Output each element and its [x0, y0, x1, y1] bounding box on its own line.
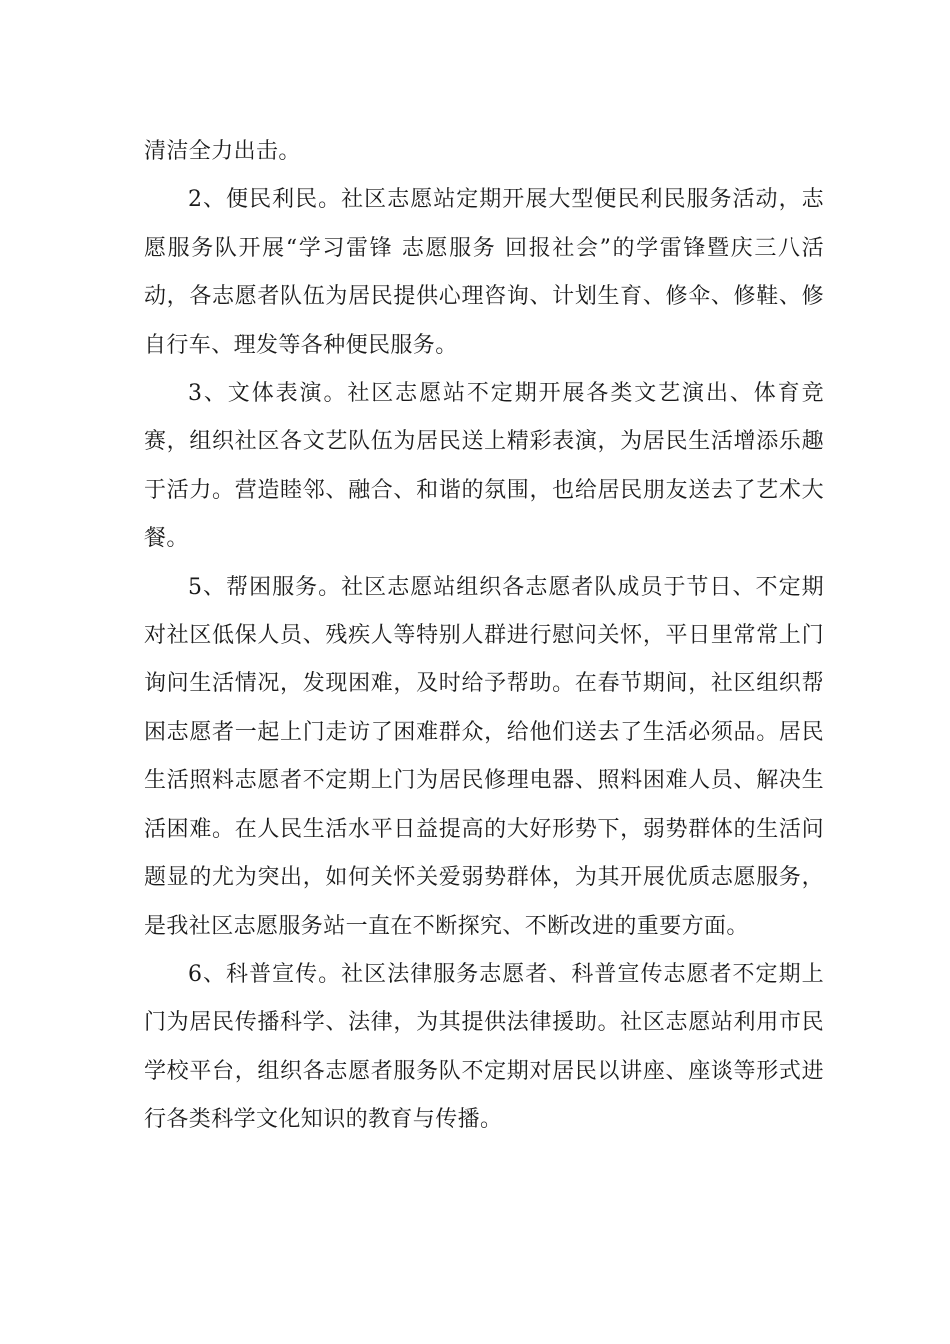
document-body — [144, 128, 824, 1145]
paragraph-assistance-service: 5、帮困服务。社区志愿站组织各志愿者队成员于节日、不定期对社区低保人员、残疾人等特别人群进行慰问关怀，平日里常常上门询问生活情况，发现困难，及时给予帮助。在春节期间，社区组织帮困志愿者一起上门走访了困难群众，给他们送去了生活必须品。居民生活照料志愿者不定期上门为居民修理电器、照料困难人员、解决生活困难。在人民生活水平日益提高的大好形势下，弱势群体的生活问题显的尤为突出，如何关怀关爱弱势群体，为其开展优质志愿服务，是我社区志愿服务站一直在不断探究、不断改进的重要方面。 — [144, 574, 824, 939]
paragraph-science-promotion: 6、科普宣传。社区法律服务志愿者、科普宣传志愿者不定期上门为居民传播科学、法律，为其提供法律援助。社区志愿站利用市民学校平台，组织各志愿者服务队不定期对居民以讲座、座谈等形式进行各类科学文化知识的教育与传播。 — [144, 961, 824, 1133]
paragraph-continuation: 清洁全力出击。 — [144, 139, 301, 164]
paragraph-convenience-service: 2、便民利民。社区志愿站定期开展大型便民利民服务活动，志愿服务队开展“学习雷锋 志愿服务 回报社会”的学雷锋暨庆三八活动，各志愿者队伍为居民提供心理咨询、计划生育、修伞、修鞋、修自行车、理发等各种便民服务。 — [144, 187, 824, 358]
paragraph-cultural-performance: 3、文体表演。社区志愿站不定期开展各类文艺演出、体育竞赛，组织社区各文艺队伍为居民送上精彩表演，为居民生活增添乐趣于活力。营造睦邻、融合、和谐的氛围，也给居民朋友送去了艺术大餐。 — [144, 381, 824, 552]
